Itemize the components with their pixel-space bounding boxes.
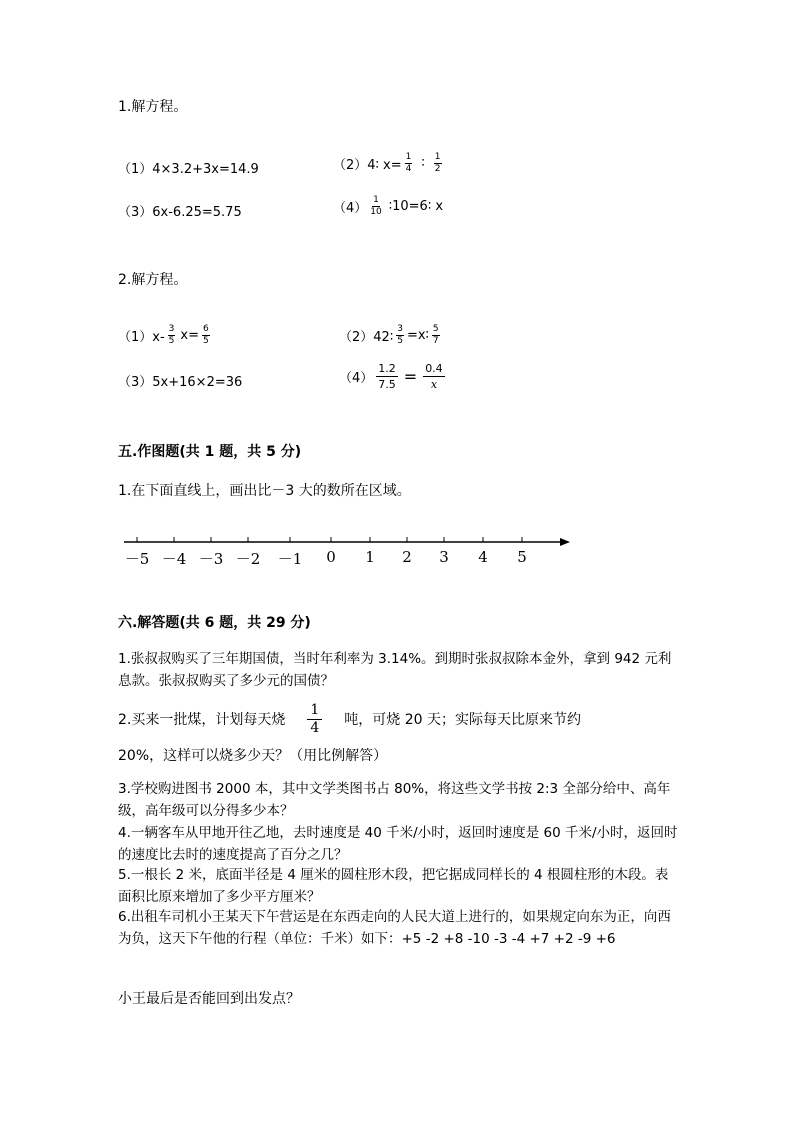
number-line-label: －4 xyxy=(161,550,187,568)
denominator: 5 xyxy=(202,336,209,346)
denominator: 5 xyxy=(397,336,403,346)
equation-text: （4） xyxy=(333,201,368,216)
denominator: 4 xyxy=(405,164,412,174)
equation-text: （4） xyxy=(339,371,374,386)
number-line-label: 0 xyxy=(326,548,336,566)
equation-text: =x∶ xyxy=(406,328,429,343)
numerator: 5 xyxy=(432,324,439,334)
denominator: 5 xyxy=(168,336,175,346)
number-line-label: －2 xyxy=(235,550,261,568)
numerator: 3 xyxy=(397,324,403,334)
question-6-2 xyxy=(118,703,581,735)
equation-1-1: （1）4×3.2+3x=14.9 xyxy=(118,162,259,177)
question-title-eq1: 1.解方程。 xyxy=(118,99,188,115)
section-heading-5: 五.作图题(共 1 题，共 5 分) xyxy=(118,444,302,460)
equation-text: ∶10=6∶ x xyxy=(388,199,444,214)
equation-1-3: （3）6x-6.25=5.75 xyxy=(118,205,242,220)
question-text: 2.买来一批煤，计划每天烧 xyxy=(118,712,286,728)
ratio-sign: ∶ xyxy=(421,156,425,171)
denominator: 4 xyxy=(310,720,320,736)
number-line-label: 2 xyxy=(402,548,412,566)
number-line-label: 1 xyxy=(365,548,375,566)
question-6-6: 6.出租车司机小王某天下午营运是在东西走向的人民大道上进行的，如果规定向东为正，向西为负，这天下午他的行程（单位：千米）如下：+5 -2 +8 -10 -3 -4 +7 +2 -9 +6 xyxy=(118,909,671,947)
number-line-label: 5 xyxy=(517,548,527,566)
equation-text: （1）x- xyxy=(118,330,165,345)
question-6-1: 1.张叔叔购买了三年期国债，当时年利率为 3.14%。到期时张叔叔除本金外，拿到 942 元利息款。张叔叔购买了多少元的国债？ xyxy=(118,651,672,689)
denominator: 10 xyxy=(370,207,382,217)
number-line-label: －5 xyxy=(124,550,150,568)
numerator: 1.2 xyxy=(378,362,396,375)
numerator: 6 xyxy=(202,324,209,334)
numerator: 3 xyxy=(168,324,175,334)
question-6-6-follow: 小王最后是否能回到出发点？ xyxy=(118,991,300,1007)
equation-text: （2）4∶ x= xyxy=(333,158,402,173)
numerator: 1 xyxy=(434,152,441,162)
question-title-eq2: 2.解方程。 xyxy=(118,272,188,288)
question-5-1: 1.在下面直线上，画出比－3 大的数所在区域。 xyxy=(118,483,411,499)
number-line-label: －1 xyxy=(277,550,303,568)
question-6-4: 4.一辆客车从甲地开往乙地，去时速度是 40 千米/小时，返回时速度是 60 千米/小时，返回时的速度比去时的速度提高了百分之几？ xyxy=(118,825,678,863)
number-line-label: 3 xyxy=(439,548,449,566)
equation-text: x= xyxy=(180,328,199,343)
section-heading-6: 六.解答题(共 6 题，共 29 分) xyxy=(118,615,311,631)
number-line-label: 4 xyxy=(478,548,488,566)
question-6-5: 5.一根长 2 米，底面半径是 4 厘米的圆柱形木段，把它据成同样长的 4 根圆柱形的木段。表面积比原来增加了多少平方厘米？ xyxy=(118,867,669,905)
denominator: 2 xyxy=(434,164,441,174)
question-6-3: 3.学校购进图书 2000 本，其中文学类图书占 80%，将这些文学书按 2:3 全部分给中、高年级，高年级可以分得多少本？ xyxy=(118,781,671,819)
fraction xyxy=(307,703,322,735)
equals-sign: = xyxy=(403,367,418,386)
denominator: 7.5 xyxy=(378,378,396,391)
numerator: 1 xyxy=(307,703,322,720)
equation-2-3: （3）5x+16×2=36 xyxy=(118,375,243,390)
equation-text: （2）42∶ xyxy=(339,330,394,345)
question-text: 吨，可烧 20 天；实际每天比原来节约 xyxy=(344,712,581,728)
numerator: 1 xyxy=(405,152,412,162)
arrow-right-icon xyxy=(560,538,570,546)
numerator: 1 xyxy=(373,195,379,205)
question-6-2-line2: 20%，这样可以烧多少天？（用比例解答） xyxy=(118,748,388,764)
denominator: 7 xyxy=(432,336,439,346)
denominator: x xyxy=(430,378,438,391)
number-line-label: －3 xyxy=(198,550,224,568)
numerator: 0.4 xyxy=(425,362,443,375)
